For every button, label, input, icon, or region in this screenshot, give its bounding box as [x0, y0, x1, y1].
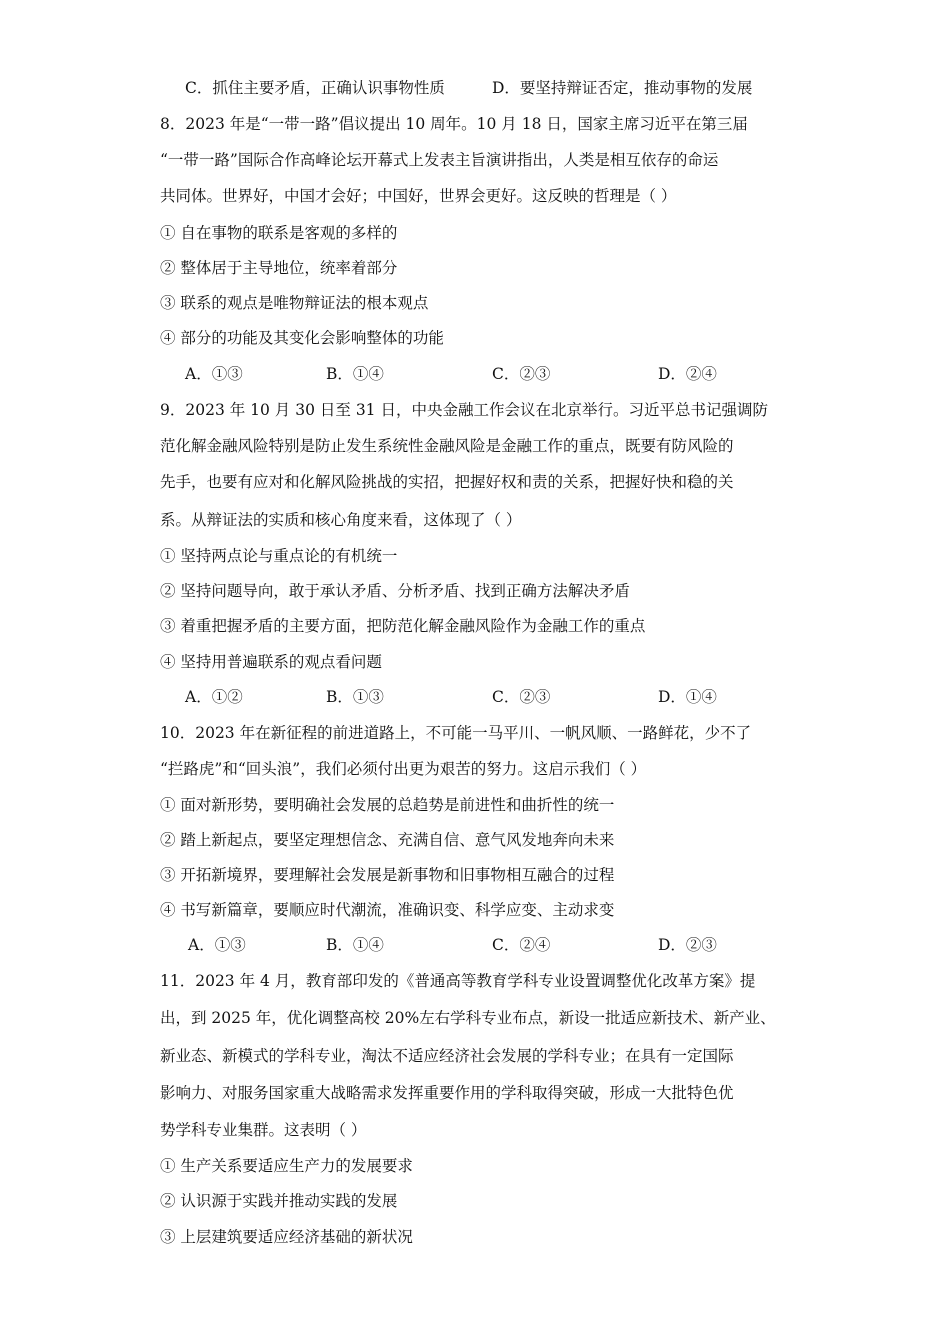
q10-item-3: ③ 开拓新境界，要理解社会发展是新事物和旧事物相互融合的过程: [160, 866, 615, 884]
q9-stem-line-2: 范化解金融风险特别是防止发生系统性金融风险是金融工作的重点，既要有防风险的: [160, 437, 734, 455]
q8-stem-line-1: 8．2023 年是“一带一路”倡议提出 10 周年。10 月 18 日，国家主席习近平在第三届: [160, 115, 748, 133]
q11-stem-line-5: 势学科专业集群。这表明（ ）: [160, 1121, 367, 1139]
q9-item-2: ② 坚持问题导向，敢于承认矛盾、分析矛盾、找到正确方法解决矛盾: [160, 582, 630, 600]
q9-item-3: ③ 着重把握矛盾的主要方面，把防范化解金融风险作为金融工作的重点: [160, 617, 646, 635]
q8-item-1: ① 自在事物的联系是客观的多样的: [160, 224, 398, 242]
q10-stem-line-2: “拦路虎”和“回头浪”，我们必须付出更为艰苦的努力。这启示我们（ ）: [160, 760, 647, 778]
q11-item-3: ③ 上层建筑要适应经济基础的新状况: [160, 1228, 413, 1246]
q8-option-d[interactable]: D．②④: [658, 365, 717, 383]
q9-item-4: ④ 坚持用普遍联系的观点看问题: [160, 653, 382, 671]
q9-stem-line-1: 9．2023 年 10 月 30 日至 31 日，中央金融工作会议在北京举行。习近平总书记强调防: [160, 401, 768, 419]
q9-option-a[interactable]: A．①②: [185, 688, 243, 706]
q8-item-2: ② 整体居于主导地位，统率着部分: [160, 259, 398, 277]
q11-item-1: ① 生产关系要适应生产力的发展要求: [160, 1157, 413, 1175]
q8-item-3: ③ 联系的观点是唯物辩证法的根本观点: [160, 294, 429, 312]
prev-option-d[interactable]: D．要坚持辩证否定，推动事物的发展: [492, 79, 753, 97]
q10-item-2: ② 踏上新起点，要坚定理想信念、充满自信、意气风发地奔向未来: [160, 831, 615, 849]
q11-item-2: ② 认识源于实践并推动实践的发展: [160, 1192, 398, 1210]
q9-option-b[interactable]: B．①③: [326, 688, 384, 706]
q11-stem-line-4: 影响力、对服务国家重大战略需求发挥重要作用的学科取得突破，形成一大批特色优: [160, 1084, 734, 1102]
prev-option-c[interactable]: C．抓住主要矛盾，正确认识事物性质: [185, 79, 445, 97]
q10-item-4: ④ 书写新篇章，要顺应时代潮流，准确识变、科学应变、主动求变: [160, 901, 615, 919]
q8-stem-line-3: 共同体。世界好，中国才会好；中国好，世界会更好。这反映的哲理是（ ）: [160, 187, 677, 205]
q10-option-d[interactable]: D．②③: [658, 936, 717, 954]
q9-stem-line-4: 系。从辩证法的实质和核心角度来看，这体现了（ ）: [160, 511, 522, 529]
q10-option-a[interactable]: A．①③: [188, 936, 246, 954]
q9-option-d[interactable]: D．①④: [658, 688, 717, 706]
q11-stem-line-3: 新业态、新模式的学科专业，淘汰不适应经济社会发展的学科专业；在具有一定国际: [160, 1047, 734, 1065]
q10-option-c[interactable]: C．②④: [492, 936, 551, 954]
q11-stem-line-1: 11．2023 年 4 月，教育部印发的《普通高等教育学科专业设置调整优化改革方案》提: [160, 972, 756, 990]
q10-item-1: ① 面对新形势，要明确社会发展的总趋势是前进性和曲折性的统一: [160, 796, 615, 814]
q10-stem-line-1: 10．2023 年在新征程的前进道路上，不可能一马平川、一帆风顺、一路鲜花，少不了: [160, 724, 752, 742]
q10-option-b[interactable]: B．①④: [326, 936, 384, 954]
q9-stem-line-3: 先手，也要有应对和化解风险挑战的实招，把握好权和责的关系，把握好快和稳的关: [160, 473, 734, 491]
q8-option-c[interactable]: C．②③: [492, 365, 551, 383]
q8-option-a[interactable]: A．①③: [185, 365, 243, 383]
q11-stem-line-2: 出，到 2025 年，优化调整高校 20%左右学科专业布点，新设一批适应新技术、新产业、: [160, 1009, 776, 1027]
q8-stem-line-2: “一带一路”国际合作高峰论坛开幕式上发表主旨演讲指出，人类是相互依存的命运: [160, 151, 719, 169]
q8-item-4: ④ 部分的功能及其变化会影响整体的功能: [160, 329, 444, 347]
q9-item-1: ① 坚持两点论与重点论的有机统一: [160, 547, 398, 565]
q8-option-b[interactable]: B．①④: [326, 365, 384, 383]
q9-option-c[interactable]: C．②③: [492, 688, 551, 706]
